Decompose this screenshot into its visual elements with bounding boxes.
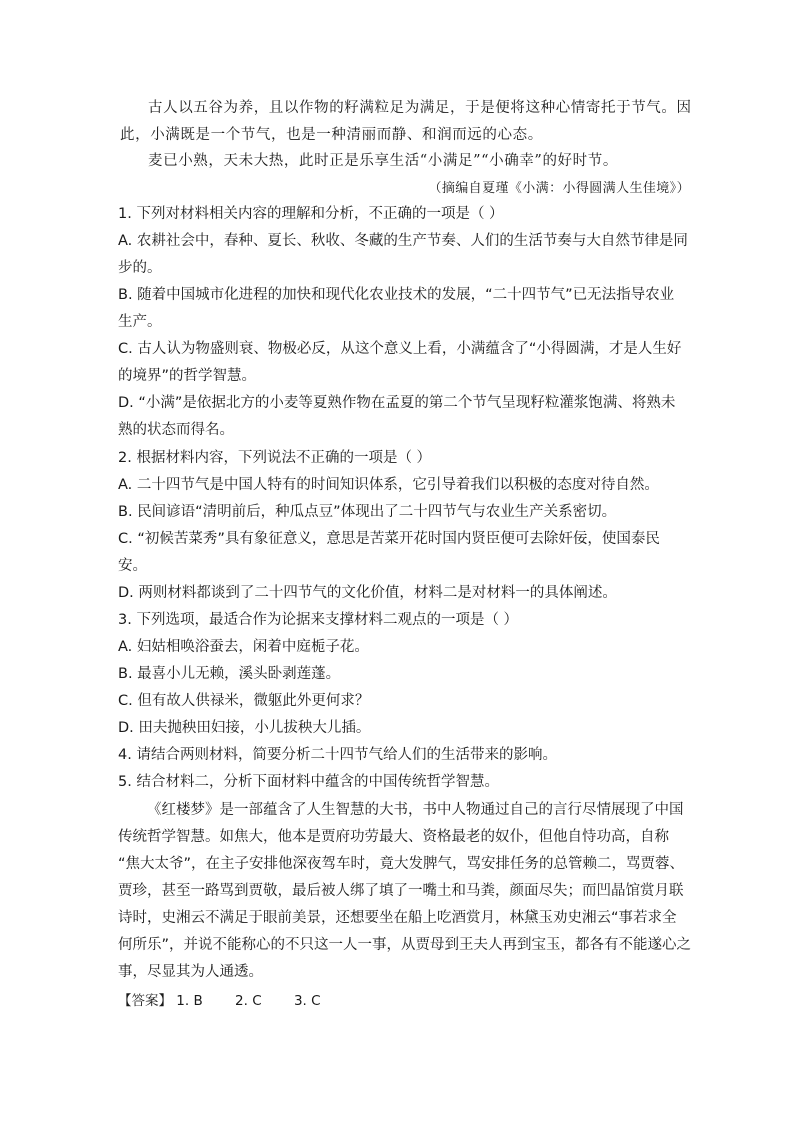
question-1-option-c-cont: 的境界”的哲学智慧。	[118, 368, 257, 384]
answer-item: 3. C	[293, 993, 321, 1009]
passage-line: 古人以五谷为养，且以作物的籽满粒足为满足，于是便将这种心情寄托于节气。因	[148, 100, 692, 116]
question-2-stem: 2. 根据材料内容，下列说法不正确的一项是（ ）	[118, 450, 432, 466]
question-1-option-d: D. “小满”是依据北方的小麦等夏熟作物在孟夏的第二个节气呈现籽粒灌浆饱满、将熟未	[118, 395, 676, 411]
question-4-stem: 4. 请结合两则材料，简要分析二十四节气给人们的生活带来的影响。	[118, 747, 557, 763]
question-1-stem: 1. 下列对材料相关内容的理解和分析，不正确的一项是（ ）	[118, 206, 504, 222]
question-2-option-a: A. 二十四节气是中国人特有的时间知识体系，它引导着我们以积极的态度对待自然。	[118, 477, 659, 493]
question-3-stem: 3. 下列选项，最适合作为论据来支撑材料二观点的一项是（ ）	[118, 612, 519, 628]
question-1-option-a-cont: 步的。	[118, 260, 162, 276]
question-2-option-d: D. 两则材料都谈到了二十四节气的文化价值，材料二是对材料一的具体阐述。	[118, 585, 617, 601]
question-1-option-b: B. 随着中国城市化进程的加快和现代化农业技术的发展，“二十四节气”已无法指导农业	[118, 287, 675, 303]
passage-line: 此，小满既是一个节气，也是一种清丽而静、和润而远的心态。	[120, 127, 543, 143]
question-5-stem: 5. 结合材料二，分析下面材料中蕴含的中国传统哲学智慧。	[118, 774, 499, 790]
passage-line: 麦已小熟，天未大热，此时正是乐享生活“小满足”“小确幸”的好时节。	[148, 153, 618, 169]
question-2-option-c-cont: 安。	[118, 558, 147, 574]
question-3-option-b: B. 最喜小儿无赖，溪头卧剥莲蓬。	[118, 666, 341, 682]
question-5-material-line: 传统哲学智慧。如焦大，他本是贾府功劳最大、资格最老的奴仆，但他自恃功高，自称	[118, 829, 669, 845]
answer-item: 1. B	[176, 993, 203, 1009]
answer-item: 2. C	[235, 993, 262, 1009]
question-1-option-b-cont: 生产。	[118, 314, 162, 330]
question-5-material-line: 事，尽显其为人通透。	[118, 964, 263, 980]
question-3-option-a: A. 妇姑相唤浴蚕去，闲着中庭栀子花。	[118, 639, 369, 655]
question-5-material-line: 贾珍，甚至一路骂到贾敬，最后被人绑了填了一嘴土和马粪，颜面尽失；而凹晶馆赏月联	[118, 883, 684, 899]
question-3-option-c: C. 但有故人供禄米，微躯此外更何求？	[118, 693, 370, 709]
answer-tag: 【答案】	[118, 993, 172, 1009]
answer-line	[118, 991, 321, 1011]
question-3-option-d: D. 田夫抛秧田妇接，小儿拔秧大儿插。	[118, 720, 371, 736]
question-2-option-c: C. “初候苦菜秀”具有象征意义，意思是苦菜开花时国内贤臣便可去除奸佞，使国泰民	[118, 531, 660, 547]
question-2-option-b: B. 民间谚语“清明前后，种瓜点豆”体现出了二十四节气与农业生产关系密切。	[118, 504, 617, 520]
question-5-material-line: 《红楼梦》是一部蕴含了人生智慧的大书，书中人物通过自己的言行尽情展现了中国	[147, 802, 684, 818]
question-5-material-line: 何所乐”，并说不能称心的不只这一人一事，从贾母到王夫人再到宝玉，都各有不能遂心之	[118, 937, 692, 953]
question-1-option-c: C. 古人认为物盛则衰、物极必反，从这个意义上看，小满蕴含了“小得圆满，才是人生好	[118, 341, 682, 357]
passage-source: （摘编自夏瑾《小满：小得圆满人生佳境》）	[428, 181, 690, 196]
question-5-material-line: “焦大太爷”，在主子安排他深夜驾车时，竟大发脾气，骂安排任务的总管赖二，骂贾蓉、	[118, 856, 685, 872]
question-5-material-line: 诗时，史湘云不满足于眼前美景，还想要坐在船上吃酒赏月，林黛玉劝史湘云“事若求全	[118, 910, 677, 926]
question-1-option-a: A. 农耕社会中，春种、夏长、秋收、冬藏的生产节奏、人们的生活节奏与大自然节律是同	[118, 233, 688, 249]
question-1-option-d-cont: 熟的状态而得名。	[118, 422, 234, 438]
